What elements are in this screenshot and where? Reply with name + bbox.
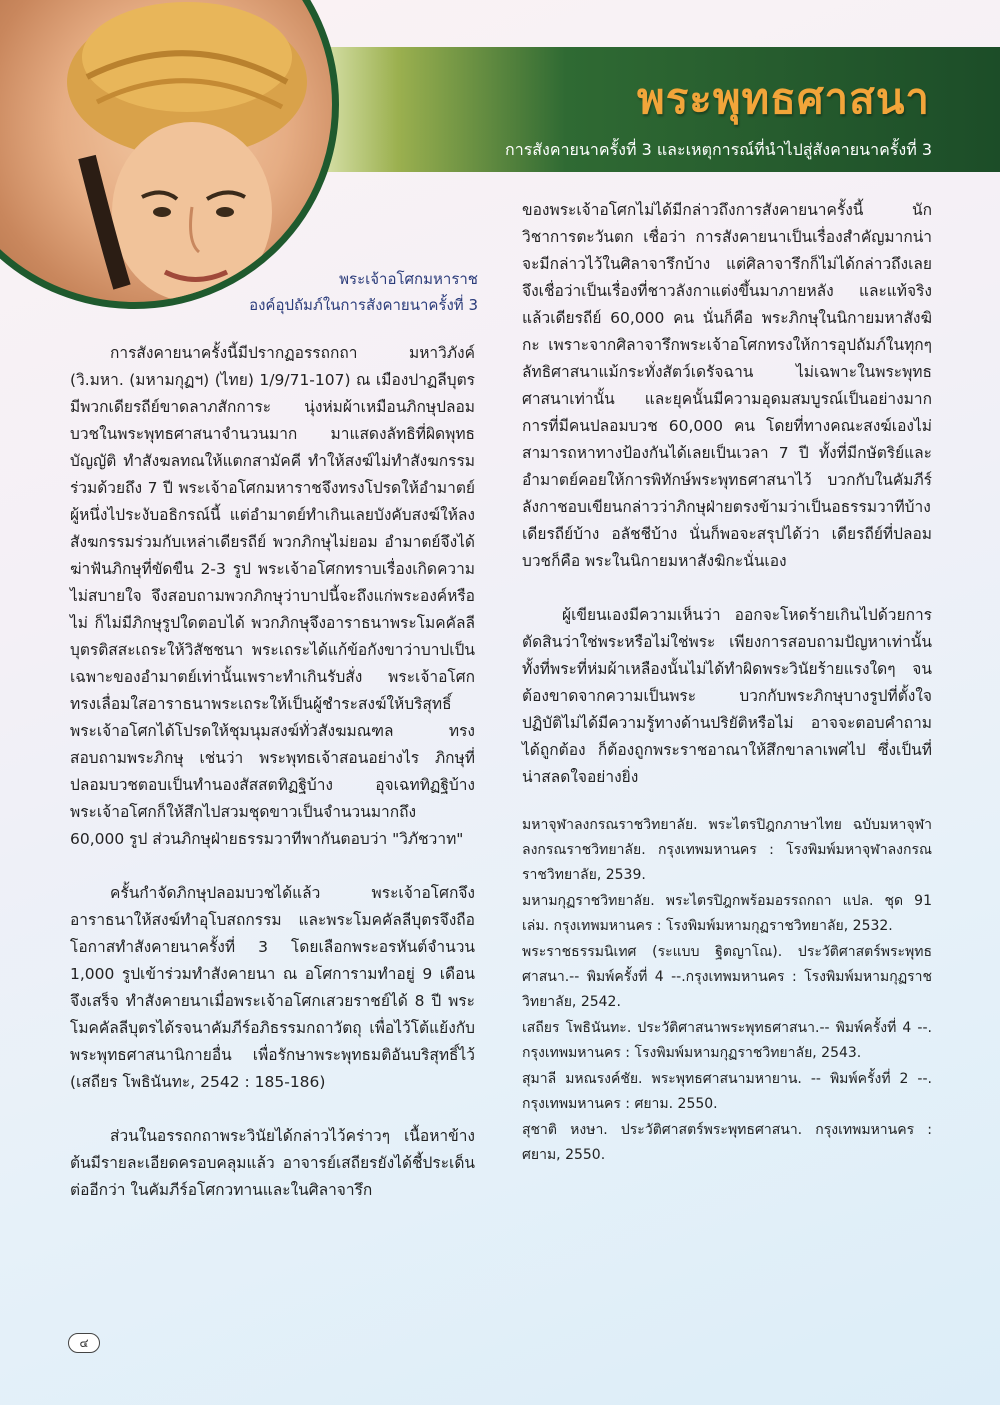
body-paragraph: ส่วนในอรรถกถาพระวินัยได้กล่าวไว้คร่าวๆ เนื้อหาข้างต้นมีรายละเอียดครอบคลุมแล้ว อาจารย์เสถียรยังได้ชี้ประเด็นต่ออีกว่า ในคัมภีร์อโศกวทานและในศิลาจารึก <box>70 1127 475 1199</box>
body-paragraph: การสังคายนาครั้งนี้มีปรากฏอรรถกถา มหาวิภังค์ (วิ.มหา. (มหามกุฏฯ) (ไทย) 1/9/71-107) ณ เมืองปาฏลีบุตรมีพวกเดียรถีย์ขาดลาภสักการะ นุ่งห่มผ้าเหมือนภิกษุปลอมบวชในพระพุทธศาสนาจำนวนมาก มาแสดงลัทธิที่ผิดพุทธบัญญัติ ทำสังฆลทณให้แตกสามัคคี ทำให้สงฆ์ไม่ทำสังฆกรรมร่วมด้วยถึง 7 ปี พระเจ้าอโศกมหาราชจึงทรงโปรดให้อำมาตย์ผู้หนึ่งไประงับอธิกรณ์นี้ แต่อำมาตย์ทำเกินเลยบังคับสงฆ์ให้ลงสังฆกรรมร่วมกับเหล่าเดียรถีย์ พวกภิกษุไม่ยอม อำมาตย์จึงได้ฆ่าฟันภิกษุที่ขัดขืน 2-3 รูป พระเจ้าอโศกทราบเรื่องเกิดความไม่สบายใจ จึงสอบถามพวกภิกษุว่าบาปนี้จะถึงแก่พระองค์หรือไม่ ก็ไม่มีภิกษุรูปใดตอบได้ พวกภิกษุจึงอาราธนาพระโมคคัลลีบุตรติสสะเถระให้วิสัชชนา พระเถระได้แก้ข้อกังขาว่าบาปเป็นเฉพาะของอำมาตย์เท่านั้นเพราะทำเกินรับสั่ง พระเจ้าอโศกทรงเลื่อมใสอาราธนาพระเถระให้เป็นผู้ชำระสงฆ์ให้บริสุทธิ์ พระเจ้าอโศกได้โปรดให้ชุมนุมสงฆ์ทั่วสังฆมณฑล ทรงสอบถามพระภิกษุ เช่นว่า พระพุทธเจ้าสอนอย่างไร ภิกษุที่ปลอมบวชตอบเป็นทำนองสัสสตทิฏฐิบ้าง อุจเฉททิฏฐิบ้าง พระเจ้าอโศกก็ให้สึกไปสวมชุดขาวเป็นจำนวนมากถึง 60,000 รูป ส่วนภิกษุฝ่ายธรรมวาทีพากันตอบว่า "วิภัชวาท" <box>70 344 475 848</box>
portrait-caption <box>249 266 478 318</box>
body-paragraph: ครั้นกำจัดภิกษุปลอมบวชได้แล้ว พระเจ้าอโศกจึงอาราธนาให้สงฆ์ทำอุโบสถกรรม และพระโมคคัลลีบุตรจึงถือโอกาสทำสังคายนาครั้งที่ 3 โดยเลือกพระอรหันต์จำนวน 1,000 รูปเข้าร่วมทำสังคายนา ณ อโศการามทำอยู่ 9 เดือนจึงเสร็จ ทำสังคายนาเมื่อพระเจ้าอโศกเสวยราชย์ได้ 8 ปี พระโมคคัลลีบุตรได้รจนาคัมภีร์อภิธรรมกถาวัตถุ เพื่อไว้โต้แย้งกับพระพุทธศาสนานิกายอื่น เพื่อรักษาพระพุทธมติอันบริสุทธิ์ไว้ (เสถียร โพธินันทะ, 2542 : 185-186) <box>70 884 475 1091</box>
caption-line: องค์อุปถัมภ์ในการสังคายนาครั้งที่ 3 <box>249 296 478 314</box>
reference-entry: มหาจุฬาลงกรณราชวิทยาลัย. พระไตรปิฎกภาษาไทย ฉบับมหาจุฬาลงกรณราชวิทยาลัย. กรุงเทพมหานคร : โรงพิมพ์มหาจุฬาลงกรณราชวิทยาลัย, 2539. <box>522 817 932 883</box>
caption-line: พระเจ้าอโศกมหาราช <box>339 270 478 288</box>
reference-entry: พระราชธรรมนิเทศ (ระแบบ ฐิตญาโณ). ประวัติศาสตร์พระพุทธศาสนา.-- พิมพ์ครั้งที่ 4 --.กรุงเทพมหานคร : โรงพิมพ์มหามกุฏราชวิทยาลัย, 2542. <box>522 944 932 1010</box>
body-paragraph: ของพระเจ้าอโศกไม่ได้มีกล่าวถึงการสังคายนาครั้งนี้ นักวิชาการตะวันตก เชื่อว่า การสังคายนาเป็นเรื่องสำคัญมากน่าจะมีกล่าวไว้ในศิลาจารึกบ้าง แต่ศิลาจารึกก็ไม่ได้กล่าวถึงเลย จึงเชื่อว่าเป็นเรื่องที่ชาวลังกาแต่งขึ้นมาภายหลัง และแท้จริงแล้วเดียรถีย์ 60,000 คน นั่นก็คือ พระภิกษุในนิกายมหาสังฆิกะ เพราะจากศิลาจารึกพระเจ้าอโศกทรงให้การอุปถัมภ์ในทุกๆ ลัทธิศาสนาแม้กระทั่งสัตว์เดรัจฉาน ไม่เฉพาะในพระพุทธศาสนาเท่านั้น และยุคนั้นมีความอุดมสมบูรณ์เป็นอย่างมาก การที่มีคนปลอมบวช 60,000 คน โดยที่ทางคณะสงฆ์เองไม่สามารถหาทางป้องกันได้เลยเป็นเวลา 7 ปี ทั้งที่มีกษัตริย์และอำมาตย์คอยให้การพิทักษ์พระพุทธศาสนาไว้ บวกกับในคัมภีร์ลังกาชอบเขียนกล่าวว่าภิกษุฝ่ายตรงข้ามว่าเป็นอธรรมวาทีบ้าง เดียรถีย์บ้าง อลัชชีบ้าง นั่นก็พอจะสรุปได้ว่า เดียรถีย์ที่ปลอมบวชก็คือ พระในนิกายมหาสังฆิกะนั่นเอง <box>522 201 932 570</box>
portrait-illustration <box>0 0 332 302</box>
reference-entry: สุมาลี มหณรงค์ชัย. พระพุทธศาสนามหายาน. -- พิมพ์ครั้งที่ 2 --. กรุงเทพมหานคร : ศยาม. 2550. <box>522 1071 932 1112</box>
page-title: พระพุทธศาสนา <box>637 74 930 123</box>
reference-entry: มหามกุฏราชวิทยาลัย. พระไตรปิฎกพร้อมอรรถกถา แปล. ชุด 91 เล่ม. กรุงเทพมหานคร : โรงพิมพ์มหามกุฏราชวิทยาลัย, 2532. <box>522 893 932 934</box>
reference-entry: สุชาติ หงษา. ประวัติศาสตร์พระพุทธศาสนา. กรุงเทพมหานคร : ศยาม, 2550. <box>522 1122 932 1163</box>
reference-entry: เสถียร โพธินันทะ. ประวัติศาสนาพระพุทธศาสนา.-- พิมพ์ครั้งที่ 4 --. กรุงเทพมหานคร : โรงพิมพ์มหามกุฏราชวิทยาลัย, 2543. <box>522 1020 932 1061</box>
left-column <box>70 340 475 1204</box>
page-subtitle: การสังคายนาครั้งที่ 3 และเหตุการณ์ที่นำไปสู่สังคายนาครั้งที่ 3 <box>505 140 932 159</box>
references-list <box>522 813 932 1168</box>
page-number: ๔ <box>68 1333 100 1353</box>
body-paragraph: ผู้เขียนเองมีความเห็นว่า ออกจะโหดร้ายเกินไปด้วยการตัดสินว่าใช่พระหรือไม่ใช่พระ เพียงการสอบถามปัญหาเท่านั้น ทั้งที่พระที่ห่มผ้าเหลืองนั้นไม่ได้ทำผิดพระวินัยร้ายแรงใดๆ จนต้องขาดจากความเป็นพระ บวกกับพระภิกษุบางรูปที่ตั้งใจปฏิบัติไม่ได้มีความรู้ทางด้านปริยัติหรือไม่ อาจจะตอบคำถามได้ถูกต้อง ก็ต้องถูกพระราชอาณาให้สึกขาลาเพศไป ซึ่งเป็นที่น่าสลดใจอย่างยิ่ง <box>522 606 932 786</box>
king-asoka-portrait <box>0 0 339 309</box>
right-column <box>522 197 932 1169</box>
